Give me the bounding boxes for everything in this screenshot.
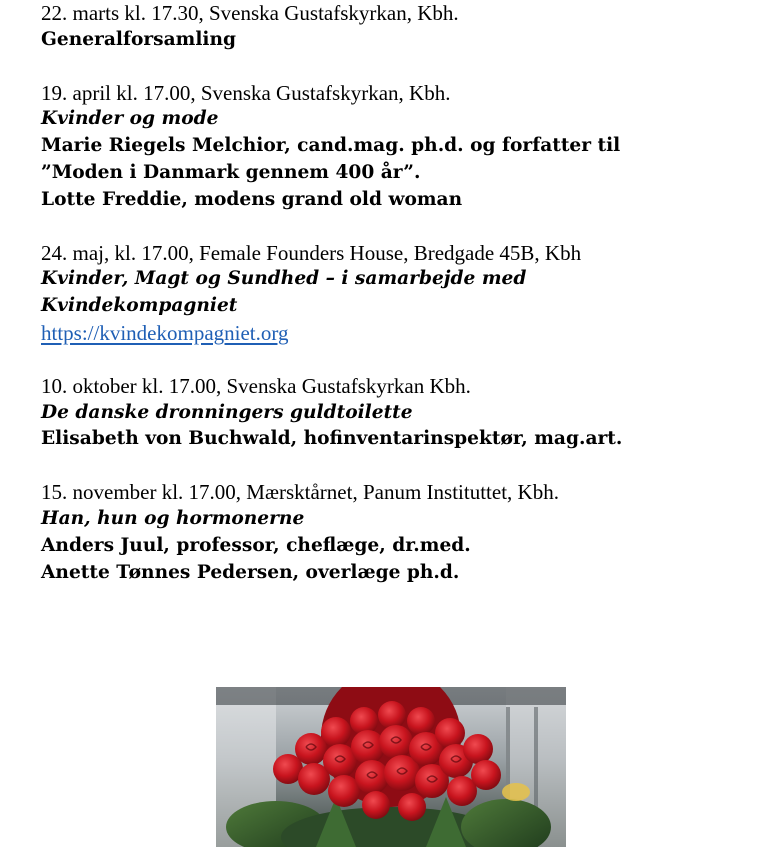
event-title: Han, hun og hormonerne bbox=[41, 507, 305, 529]
event-date: 22. marts kl. 17.30, Svenska Gustafskyrkan, Kbh. bbox=[41, 1, 459, 25]
event-program bbox=[41, 0, 756, 586]
event-title: Kvinder og mode bbox=[41, 108, 219, 130]
event-speaker: Anette Tønnes Pedersen, overlæge ph.d. bbox=[41, 561, 460, 583]
event-title: Kvindekompagniet bbox=[41, 295, 238, 317]
event-title: Generalforsamling bbox=[41, 28, 236, 50]
kvindekompagniet-link[interactable]: https://kvindekompagniet.org bbox=[41, 320, 289, 345]
event-title: Kvinder, Magt og Sundhed – i samarbejde med bbox=[41, 268, 527, 290]
event-han-hun-hormonerne bbox=[41, 479, 756, 586]
event-kvinder-og-mode bbox=[41, 80, 756, 214]
rose-bouquet-image bbox=[216, 687, 566, 847]
event-speaker: Lotte Freddie, modens grand old woman bbox=[41, 188, 463, 210]
event-date: 15. november kl. 17.00, Mærsktårnet, Panum Instituttet, Kbh. bbox=[41, 480, 559, 505]
event-date: 10. oktober kl. 17.00, Svenska Gustafskyrkan Kbh. bbox=[41, 373, 471, 398]
event-speaker: Marie Riegels Melchior, cand.mag. ph.d. og forfatter til bbox=[41, 135, 621, 157]
event-date: 24. maj, kl. 17.00, Female Founders House, Bredgade 45B, Kbh bbox=[41, 240, 582, 265]
event-title: De danske dronningers guldtoilette bbox=[41, 401, 413, 423]
event-dronningers-guldtoilette bbox=[41, 373, 756, 453]
event-kvinder-magt-sundhed bbox=[41, 240, 756, 347]
red-roses-photo bbox=[216, 687, 566, 847]
event-speaker: Elisabeth von Buchwald, hofinventarinspektør, mag.art. bbox=[41, 428, 623, 450]
event-speaker: Anders Juul, professor, cheflæge, dr.med. bbox=[41, 534, 471, 556]
event-date: 19. april kl. 17.00, Svenska Gustafskyrkan, Kbh. bbox=[41, 80, 451, 105]
event-generalforsamling bbox=[41, 0, 756, 54]
event-speaker: ”Moden i Danmark gennem 400 år”. bbox=[41, 161, 421, 183]
